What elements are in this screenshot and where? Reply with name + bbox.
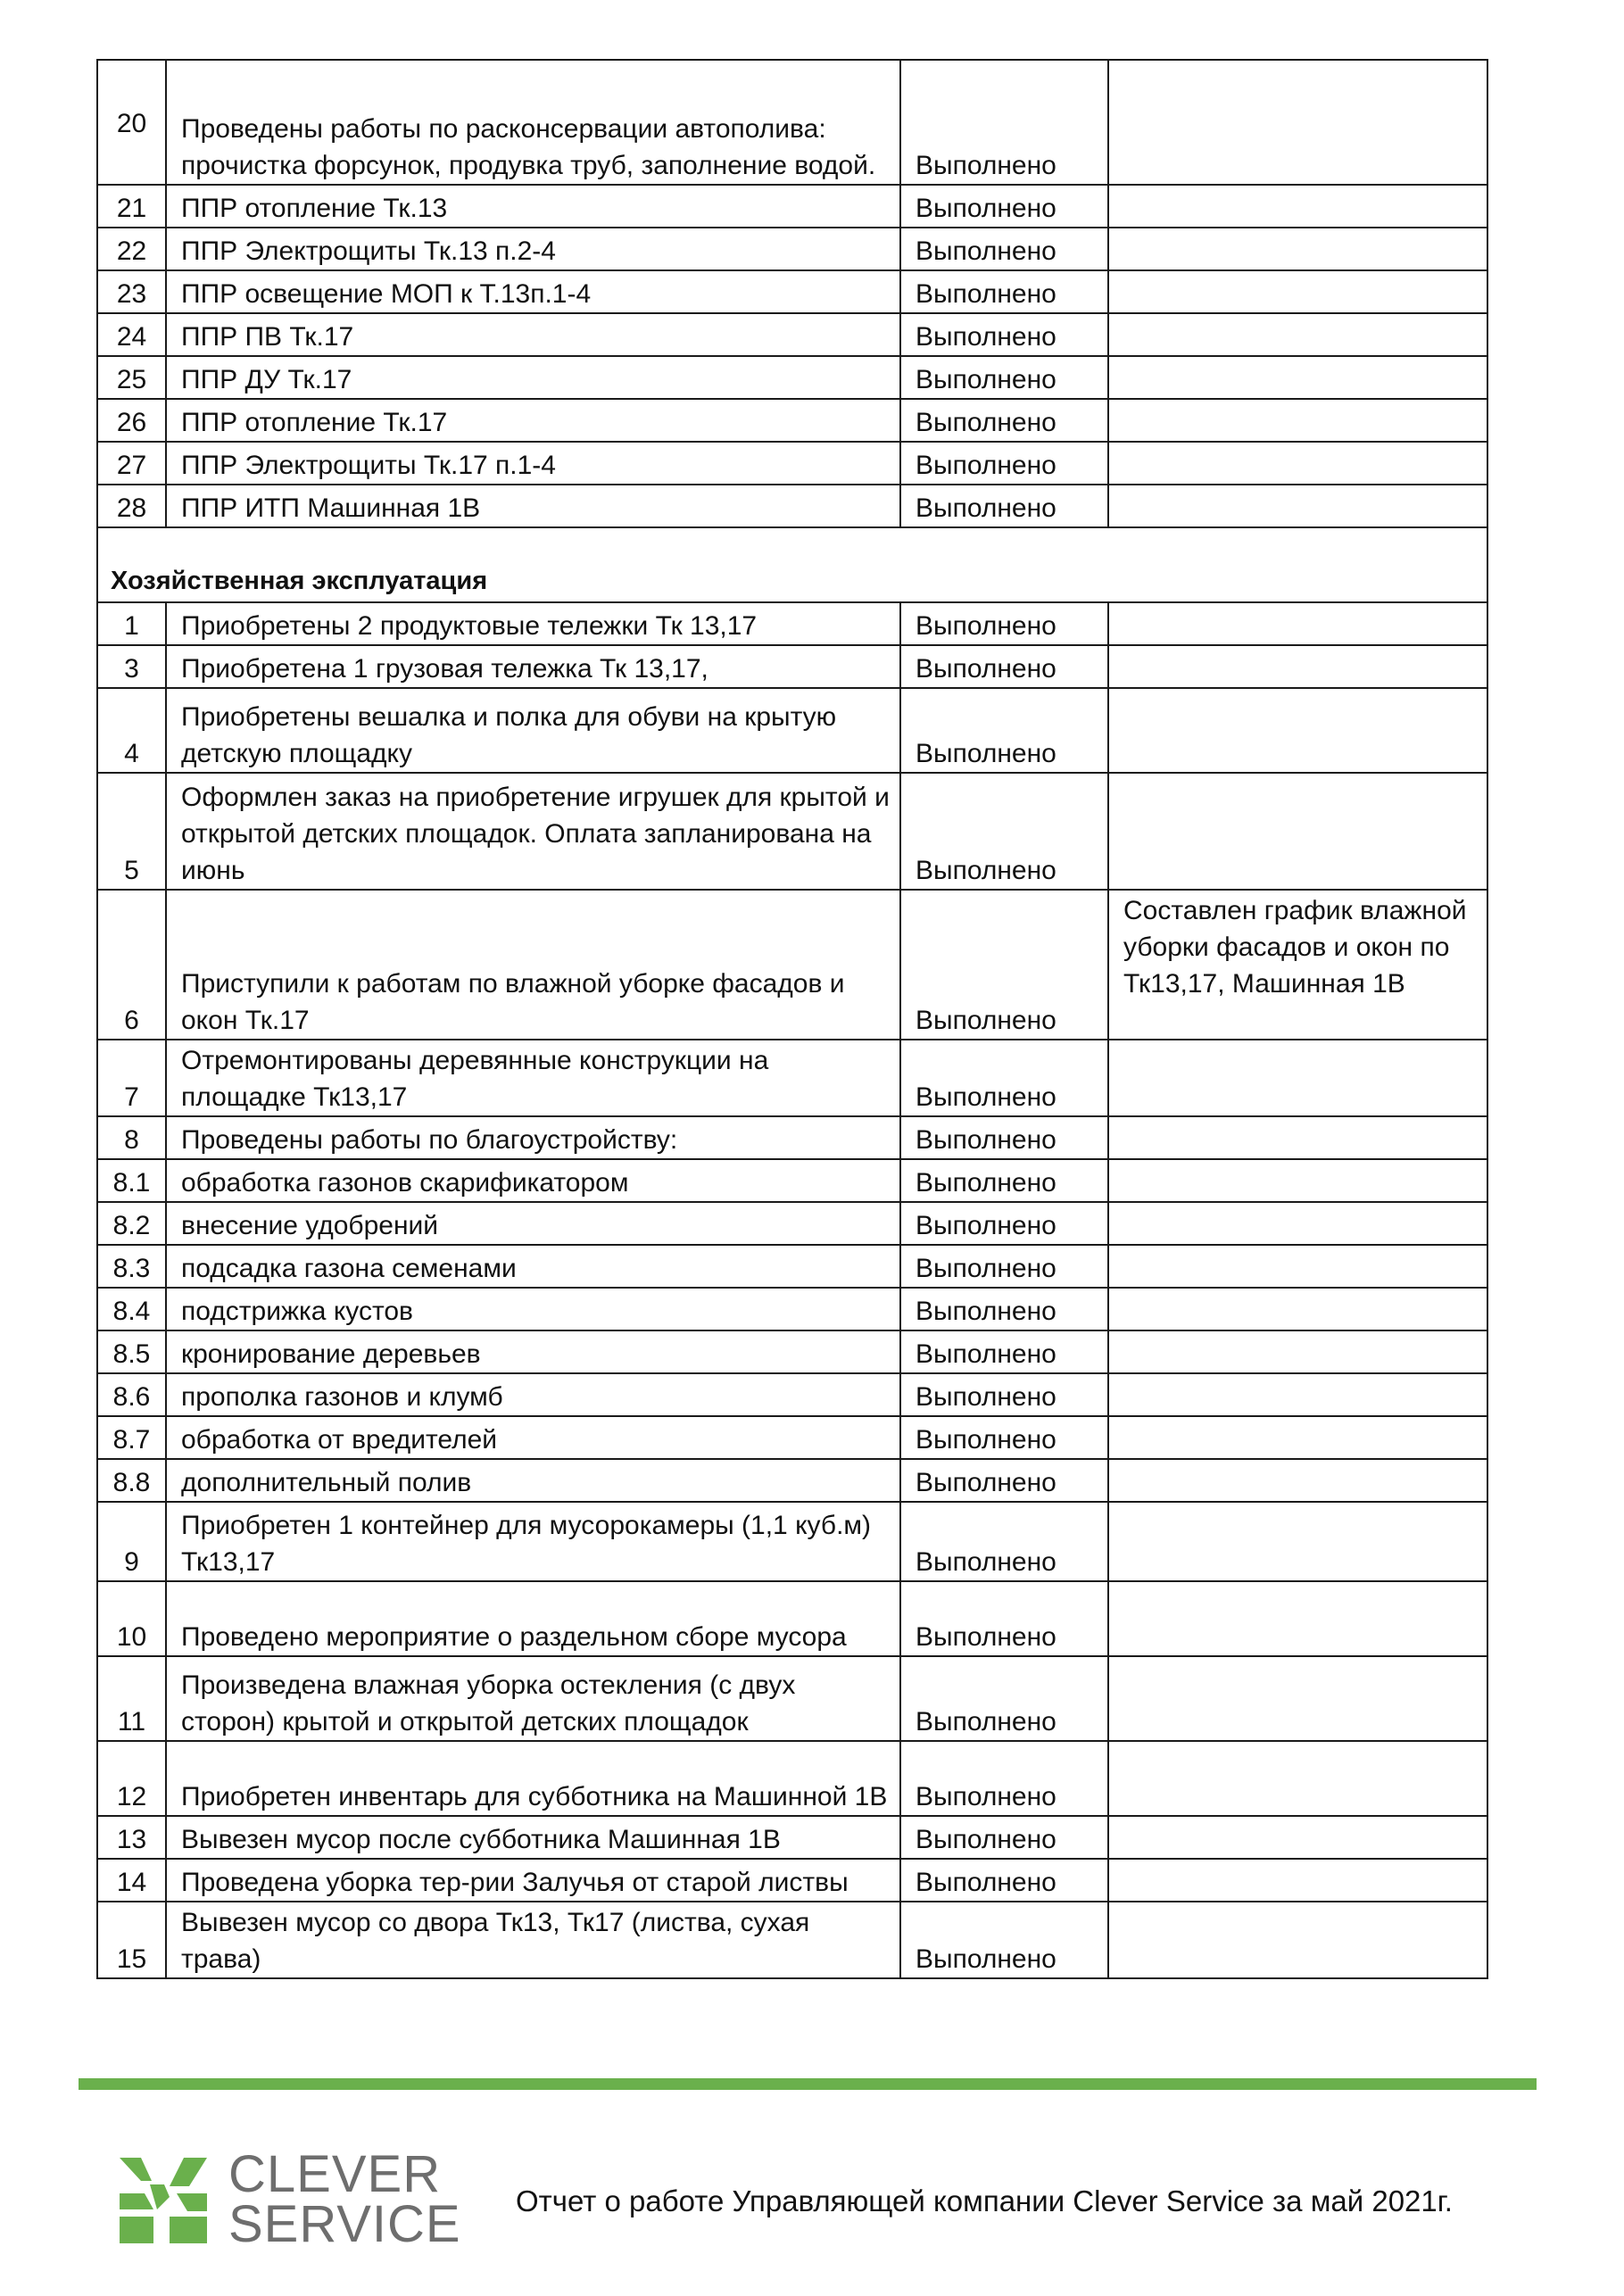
row-description: ППР отопление Тк.13: [166, 185, 900, 228]
row-note: [1108, 1859, 1487, 1902]
row-status: Выполнено: [900, 645, 1108, 688]
row-number: 8: [97, 1116, 166, 1159]
table-row: [97, 1202, 1487, 1245]
row-number: 8.3: [97, 1245, 166, 1288]
row-number: 15: [97, 1902, 166, 1978]
row-number: 24: [97, 313, 166, 356]
row-description: подстрижка кустов: [166, 1288, 900, 1330]
row-number: 21: [97, 185, 166, 228]
row-number: 20: [97, 60, 166, 185]
row-description: Проведена уборка тер-рии Залучья от старой листвы: [166, 1859, 900, 1902]
table-row: [97, 1116, 1487, 1159]
row-note: [1108, 1656, 1487, 1741]
row-description: ППР ИТП Машинная 1В: [166, 485, 900, 527]
row-status: Выполнено: [900, 228, 1108, 270]
row-description: Вывезен мусор со двора Тк13, Тк17 (листва, сухая трава): [166, 1902, 900, 1978]
row-note: [1108, 228, 1487, 270]
row-note: [1108, 270, 1487, 313]
row-number: 5: [97, 773, 166, 890]
table-row: [97, 1040, 1487, 1116]
row-note: [1108, 356, 1487, 399]
row-number: 8.4: [97, 1288, 166, 1330]
row-note: [1108, 399, 1487, 442]
row-note: [1108, 60, 1487, 185]
row-description: подсадка газона семенами: [166, 1245, 900, 1288]
row-status: Выполнено: [900, 185, 1108, 228]
row-note: [1108, 1330, 1487, 1373]
row-description: Приобретены 2 продуктовые тележки Тк 13,17: [166, 602, 900, 645]
row-status: Выполнено: [900, 1202, 1108, 1245]
table-row: [97, 1330, 1487, 1373]
row-description: Приступили к работам по влажной уборке фасадов и окон Тк.17: [166, 890, 900, 1040]
table-row: [97, 485, 1487, 527]
row-note: [1108, 688, 1487, 773]
row-note: [1108, 1245, 1487, 1288]
row-note: [1108, 773, 1487, 890]
table-row: [97, 890, 1487, 1040]
row-note: [1108, 1373, 1487, 1416]
row-description: Приобретен 1 контейнер для мусорокамеры (1,1 куб.м) Тк13,17: [166, 1502, 900, 1581]
row-status: Выполнено: [900, 1459, 1108, 1502]
table-row: [97, 1416, 1487, 1459]
row-status: Выполнено: [900, 442, 1108, 485]
row-status: Выполнено: [900, 1288, 1108, 1330]
row-status: Выполнено: [900, 485, 1108, 527]
row-status: Выполнено: [900, 890, 1108, 1040]
row-number: 9: [97, 1502, 166, 1581]
table-row: [97, 1245, 1487, 1288]
section-title: Хозяйственная эксплуатация: [97, 527, 1487, 602]
row-note: [1108, 1502, 1487, 1581]
row-number: 14: [97, 1859, 166, 1902]
row-number: 8.5: [97, 1330, 166, 1373]
table-row: [97, 1373, 1487, 1416]
row-number: 10: [97, 1581, 166, 1656]
table-row: [97, 645, 1487, 688]
section-row: [97, 527, 1487, 602]
table-row: [97, 1502, 1487, 1581]
table-row: [97, 688, 1487, 773]
row-status: Выполнено: [900, 1581, 1108, 1656]
row-description: Вывезен мусор после субботника Машинная 1В: [166, 1816, 900, 1859]
row-number: 22: [97, 228, 166, 270]
row-description: обработка от вредителей: [166, 1416, 900, 1459]
row-description: ППР ДУ Тк.17: [166, 356, 900, 399]
row-number: 8.7: [97, 1416, 166, 1459]
row-number: 13: [97, 1816, 166, 1859]
row-description: Приобретены вешалка и полка для обуви на крытую детскую площадку: [166, 688, 900, 773]
row-number: 11: [97, 1656, 166, 1741]
row-description: дополнительный полив: [166, 1459, 900, 1502]
row-description: прополка газонов и клумб: [166, 1373, 900, 1416]
row-number: 7: [97, 1040, 166, 1116]
row-status: Выполнено: [900, 1859, 1108, 1902]
table-row: [97, 1902, 1487, 1978]
row-note: [1108, 1459, 1487, 1502]
row-status: Выполнено: [900, 1416, 1108, 1459]
row-status: Выполнено: [900, 1040, 1108, 1116]
table-row: [97, 442, 1487, 485]
row-note: [1108, 1159, 1487, 1202]
row-number: 4: [97, 688, 166, 773]
row-note: [1108, 185, 1487, 228]
row-description: Приобретена 1 грузовая тележка Тк 13,17,: [166, 645, 900, 688]
row-status: Выполнено: [900, 1816, 1108, 1859]
row-status: Выполнено: [900, 1741, 1108, 1816]
row-note: [1108, 1116, 1487, 1159]
row-description: Проведены работы по расконсервации автополива: прочистка форсунок, продувка труб, заполнение водой.: [166, 60, 900, 185]
row-description: обработка газонов скарификатором: [166, 1159, 900, 1202]
logo-line-2: SERVICE: [228, 2195, 461, 2253]
row-status: Выполнено: [900, 1159, 1108, 1202]
row-status: Выполнено: [900, 1373, 1108, 1416]
logo-line-1: CLEVER: [228, 2145, 442, 2203]
row-status: Выполнено: [900, 60, 1108, 185]
row-status: Выполнено: [900, 602, 1108, 645]
row-status: Выполнено: [900, 1656, 1108, 1741]
row-description: ППР ПВ Тк.17: [166, 313, 900, 356]
row-note: [1108, 313, 1487, 356]
row-description: Оформлен заказ на приобретение игрушек для крытой и открытой детских площадок. Оплата запланирована на июнь: [166, 773, 900, 890]
row-status: Выполнено: [900, 773, 1108, 890]
row-number: 6: [97, 890, 166, 1040]
row-status: Выполнено: [900, 1116, 1108, 1159]
row-number: 25: [97, 356, 166, 399]
row-status: Выполнено: [900, 399, 1108, 442]
table-row: [97, 1159, 1487, 1202]
company-logo: [114, 2145, 467, 2253]
row-description: Произведена влажная уборка остекления (с двух сторон) крытой и открытой детских площадок: [166, 1656, 900, 1741]
row-note: Составлен график влажной уборки фасадов и окон по Тк13,17, Машинная 1В: [1108, 890, 1487, 1040]
table-row: [97, 1741, 1487, 1816]
row-number: 8.1: [97, 1159, 166, 1202]
row-status: Выполнено: [900, 1902, 1108, 1978]
table-row: [97, 399, 1487, 442]
row-description: ППР Электрощиты Тк.13 п.2-4: [166, 228, 900, 270]
row-note: [1108, 1416, 1487, 1459]
table-row: [97, 1581, 1487, 1656]
row-number: 26: [97, 399, 166, 442]
row-note: [1108, 1040, 1487, 1116]
row-status: Выполнено: [900, 688, 1108, 773]
row-note: [1108, 1581, 1487, 1656]
row-number: 3: [97, 645, 166, 688]
row-description: Проведены работы по благоустройству:: [166, 1116, 900, 1159]
footer-divider: [79, 2078, 1537, 2090]
row-status: Выполнено: [900, 356, 1108, 399]
table-row: [97, 1656, 1487, 1741]
row-note: [1108, 1816, 1487, 1859]
row-note: [1108, 485, 1487, 527]
clever-service-tree-icon: [114, 2154, 212, 2247]
row-number: 8.6: [97, 1373, 166, 1416]
row-description: ППР отопление Тк.17: [166, 399, 900, 442]
table-row: [97, 228, 1487, 270]
row-description: Приобретен инвентарь для субботника на Машинной 1В: [166, 1741, 900, 1816]
table-row: [97, 1459, 1487, 1502]
row-description: Отремонтированы деревянные конструкции на площадке Тк13,17: [166, 1040, 900, 1116]
table-row: [97, 1816, 1487, 1859]
table-row: [97, 773, 1487, 890]
row-description: ППР освещение МОП к Т.13п.1-4: [166, 270, 900, 313]
row-note: [1108, 1902, 1487, 1978]
row-number: 28: [97, 485, 166, 527]
row-description: кронирование деревьев: [166, 1330, 900, 1373]
row-note: [1108, 645, 1487, 688]
row-note: [1108, 602, 1487, 645]
row-description: ППР Электрощиты Тк.17 п.1-4: [166, 442, 900, 485]
row-status: Выполнено: [900, 1502, 1108, 1581]
row-status: Выполнено: [900, 313, 1108, 356]
row-status: Выполнено: [900, 1245, 1108, 1288]
row-number: 8.8: [97, 1459, 166, 1502]
row-description: внесение удобрений: [166, 1202, 900, 1245]
row-status: Выполнено: [900, 270, 1108, 313]
row-number: 8.2: [97, 1202, 166, 1245]
table-row: [97, 270, 1487, 313]
row-description: Проведено мероприятие о раздельном сборе мусора: [166, 1581, 900, 1656]
footer-report-title: Отчет о работе Управляющей компании Clever Service за май 2021г.: [516, 2184, 1453, 2217]
table-row: [97, 313, 1487, 356]
row-number: 12: [97, 1741, 166, 1816]
report-table: [96, 59, 1488, 1979]
row-status: Выполнено: [900, 1330, 1108, 1373]
table-row: [97, 1288, 1487, 1330]
row-note: [1108, 442, 1487, 485]
table-row: [97, 185, 1487, 228]
row-number: 23: [97, 270, 166, 313]
row-number: 1: [97, 602, 166, 645]
table-row: [97, 602, 1487, 645]
row-note: [1108, 1741, 1487, 1816]
row-number: 27: [97, 442, 166, 485]
row-note: [1108, 1288, 1487, 1330]
row-note: [1108, 1202, 1487, 1245]
table-row: [97, 1859, 1487, 1902]
table-row: [97, 60, 1487, 185]
table-row: [97, 356, 1487, 399]
